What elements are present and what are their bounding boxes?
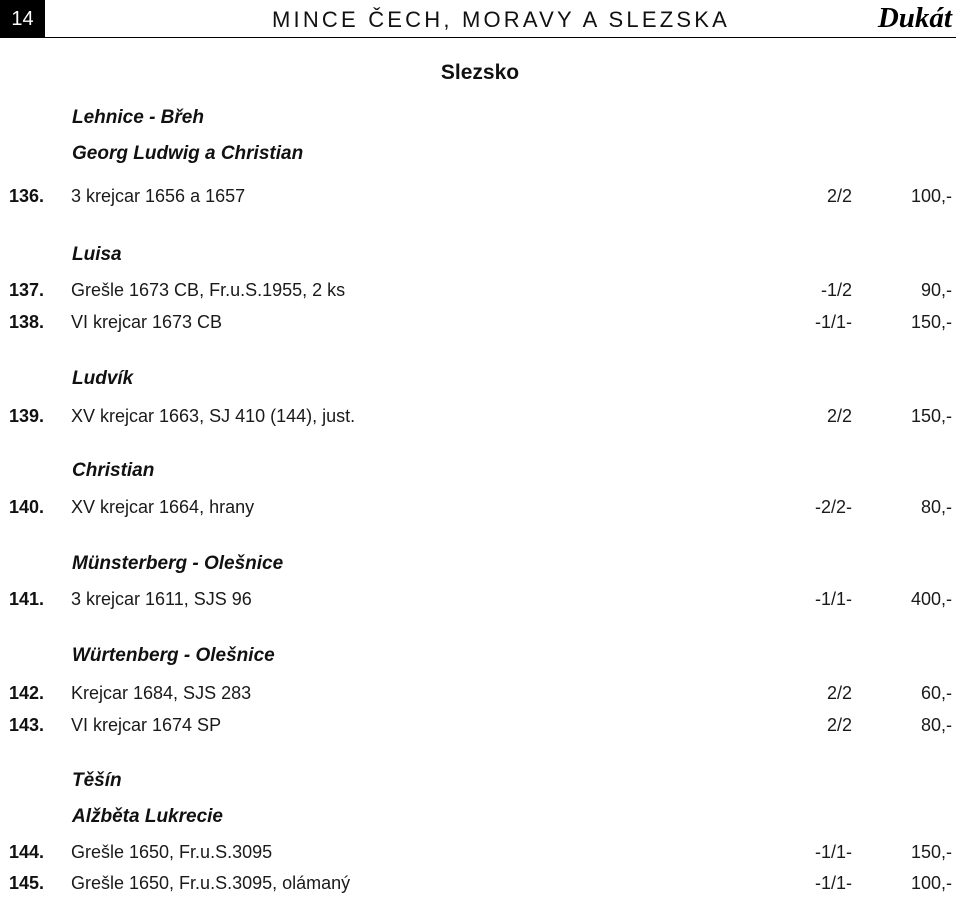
lot-row: [0, 715, 960, 739]
lot-number: 136.: [9, 186, 45, 206]
region-heading-lehnice: Lehnice - Břeh: [72, 107, 204, 128]
lot-number: 142.: [9, 683, 45, 703]
section-title: Slezsko: [440, 61, 520, 84]
lot-row: [0, 683, 960, 707]
lot-price: 400,-: [910, 589, 952, 609]
lot-grade: -1/1-: [814, 312, 852, 332]
lot-number: 137.: [9, 280, 45, 300]
lot-grade: -1/1-: [814, 873, 852, 893]
lot-grade: -2/2-: [814, 497, 852, 517]
lot-number: 138.: [9, 312, 45, 332]
lot-price: 100,-: [910, 873, 952, 893]
lot-number: 139.: [9, 406, 45, 426]
lot-row: [0, 842, 960, 866]
lot-row: [0, 497, 960, 521]
lot-description: 3 krejcar 1656 a 1657: [71, 186, 246, 206]
ruler-heading-georg-ludwig-christian: Georg Ludwig a Christian: [72, 143, 304, 164]
lot-description: VI krejcar 1673 CB: [71, 312, 223, 332]
lot-grade: -1/1-: [814, 589, 852, 609]
lot-number: 144.: [9, 842, 45, 862]
lot-price: 150,-: [910, 312, 952, 332]
region-heading-wurtenberg: Würtenberg - Olešnice: [72, 645, 275, 666]
lot-description: VI krejcar 1674 SP: [71, 715, 222, 735]
lot-grade: 2/2: [826, 406, 852, 426]
lot-description: XV krejcar 1664, hrany: [71, 497, 255, 517]
lot-number: 143.: [9, 715, 45, 735]
lot-row: [0, 873, 960, 897]
brand-logo: Dukát: [877, 2, 952, 34]
page-number: 14: [0, 0, 45, 38]
lot-description: Grešle 1673 CB, Fr.u.S.1955, 2 ks: [71, 280, 346, 300]
region-heading-tesin: Těšín: [72, 770, 122, 791]
lot-price: 60,-: [920, 683, 952, 703]
lot-price: 150,-: [910, 406, 952, 426]
lot-grade: -1/1-: [814, 842, 852, 862]
region-heading-munsterberg: Münsterberg - Olešnice: [72, 553, 284, 574]
running-title: MINCE ČECH, MORAVY A SLEZSKA: [272, 7, 730, 32]
ruler-heading-christian: Christian: [72, 460, 155, 481]
lot-row: [0, 280, 960, 304]
lot-price: 150,-: [910, 842, 952, 862]
lot-row: [0, 406, 960, 430]
lot-grade: 2/2: [826, 683, 852, 703]
lot-row: [0, 186, 960, 210]
lot-grade: 2/2: [826, 186, 852, 206]
lot-description: Krejcar 1684, SJS 283: [71, 683, 252, 703]
lot-number: 145.: [9, 873, 45, 893]
lot-row: [0, 312, 960, 336]
lot-grade: 2/2: [826, 715, 852, 735]
ruler-heading-alzbeta-lukrecie: Alžběta Lukrecie: [72, 806, 223, 827]
lot-price: 100,-: [910, 186, 952, 206]
lot-description: 3 krejcar 1611, SJS 96: [71, 589, 252, 609]
lot-row: [0, 589, 960, 613]
lot-price: 80,-: [920, 715, 952, 735]
lot-grade: -1/2: [820, 280, 852, 300]
lot-number: 140.: [9, 497, 45, 517]
lot-number: 141.: [9, 589, 45, 609]
ruler-heading-luisa: Luisa: [72, 244, 122, 265]
lot-description: XV krejcar 1663, SJ 410 (144), just.: [71, 406, 356, 426]
lot-description: Grešle 1650, Fr.u.S.3095: [71, 842, 273, 862]
lot-price: 80,-: [920, 497, 952, 517]
lot-price: 90,-: [920, 280, 952, 300]
lot-description: Grešle 1650, Fr.u.S.3095, olámaný: [71, 873, 351, 893]
ruler-heading-ludvik: Ludvík: [72, 368, 134, 389]
